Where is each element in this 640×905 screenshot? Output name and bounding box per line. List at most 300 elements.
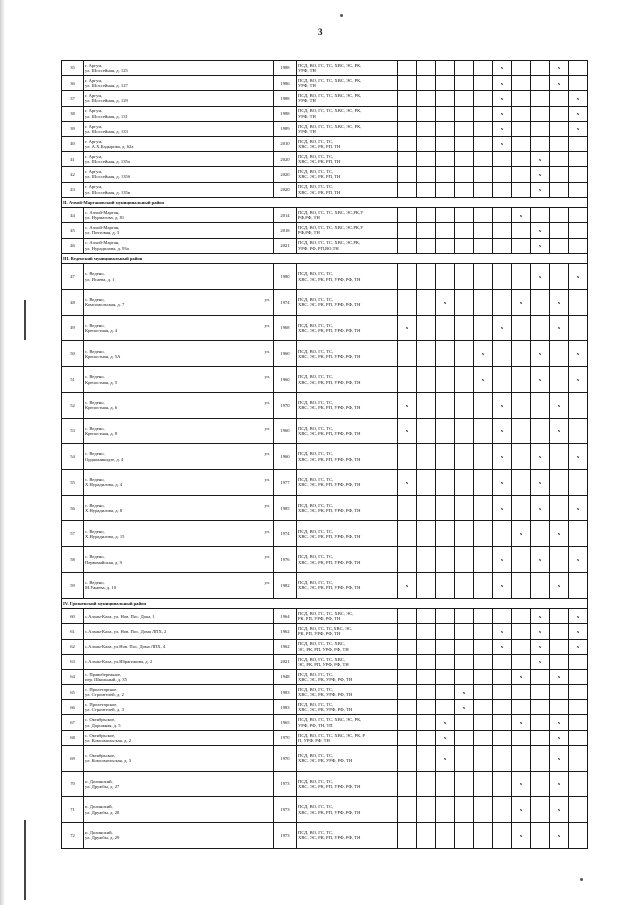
year-mark-cell — [436, 136, 455, 151]
works-list: ПСД, ВО, ГС, ТС, ХВС, ЭС, РК, РП, УРФ, РФ, ТН — [297, 572, 398, 598]
address-cell — [84, 315, 274, 341]
year-mark-cell — [398, 238, 417, 253]
table-row — [62, 392, 588, 418]
year-mark-cell — [455, 121, 474, 136]
year-mark-cell — [474, 547, 493, 573]
row-number: 54 — [62, 444, 84, 470]
year-mark-cell — [493, 669, 512, 684]
address-cell — [84, 418, 274, 444]
year-mark-cell: х — [455, 700, 474, 715]
year-built: 1985 — [274, 495, 297, 521]
address-cell — [84, 61, 274, 76]
year-built: 1980 — [274, 264, 297, 290]
year-mark-cell — [550, 547, 569, 573]
year-mark-cell — [398, 182, 417, 197]
year-mark-cell: х — [531, 238, 550, 253]
year-mark-cell — [398, 521, 417, 547]
year-mark-cell — [455, 61, 474, 76]
table-row — [62, 639, 588, 654]
year-mark-cell — [417, 418, 436, 444]
table-row — [62, 685, 588, 700]
year-mark-cell — [474, 61, 493, 76]
year-mark-cell — [398, 715, 417, 730]
year-mark-cell — [512, 745, 531, 771]
year-mark-cell — [436, 470, 455, 496]
year-mark-cell: х — [569, 547, 588, 573]
year-mark-cell — [569, 418, 588, 444]
year-mark-cell: х — [512, 669, 531, 684]
year-mark-cell — [398, 167, 417, 182]
year-mark-cell — [455, 106, 474, 121]
year-mark-cell — [436, 654, 455, 669]
year-mark-cell — [569, 290, 588, 316]
address-text: с.Алхан-Кала, ул. Нов. Пос. Дома ЛПХ, 2 — [85, 628, 167, 634]
year-mark-cell: х — [531, 341, 550, 367]
year-mark-cell — [417, 341, 436, 367]
year-mark-cell — [531, 797, 550, 823]
year-mark-cell: х — [531, 182, 550, 197]
year-mark-cell — [398, 797, 417, 823]
works-list: ПСД, ВО, ГС, ТС, ХВС, ЭС, РК, УРФ, ТН — [297, 76, 398, 91]
year-mark-cell: х — [550, 669, 569, 684]
table-row — [62, 797, 588, 823]
table-row — [62, 547, 588, 573]
year-mark-cell: х — [398, 418, 417, 444]
address-cell — [84, 290, 274, 316]
year-mark-cell: х — [493, 444, 512, 470]
address-text: г. Аргун, ул. Шоссейная, д. 135а — [85, 154, 130, 165]
year-built: 1960 — [274, 341, 297, 367]
year-mark-cell — [455, 208, 474, 223]
year-mark-cell — [455, 152, 474, 167]
works-list: ПСД, ВО, ГС, ТС, ХВС, ЭС, РК, РП, УРФ, РФ, ТН — [297, 547, 398, 573]
year-mark-cell — [569, 745, 588, 771]
year-mark-cell — [455, 822, 474, 848]
table-row — [62, 654, 588, 669]
year-mark-cell — [569, 572, 588, 598]
address-text: г. Аргун, ул. Шоссейная, д. 133 — [85, 123, 128, 134]
year-mark-cell — [436, 669, 455, 684]
address-cell — [84, 167, 274, 182]
address-cell — [84, 609, 274, 624]
year-mark-cell — [550, 495, 569, 521]
works-list: ПСД, ВО, ГС, ТС, ХВС, ЭС, РК, РП, УРФ, РФ, ТН — [297, 639, 398, 654]
year-mark-cell: х — [550, 76, 569, 91]
address-cell — [84, 669, 274, 684]
year-mark-cell — [417, 290, 436, 316]
street-abbrev: ул. — [264, 580, 270, 586]
row-number: 55 — [62, 470, 84, 496]
year-mark-cell — [455, 136, 474, 151]
works-list: ПСД, ВО, ГС, ТС, ХВС, ЭС, РК, УРФ, ТН — [297, 106, 398, 121]
year-mark-cell — [569, 771, 588, 797]
year-built: 2021 — [274, 238, 297, 253]
year-mark-cell — [569, 822, 588, 848]
year-mark-cell: х — [493, 547, 512, 573]
table-row — [62, 182, 588, 197]
year-built: 2018 — [274, 223, 297, 238]
street-abbrev: ул. — [264, 297, 270, 303]
year-mark-cell — [550, 367, 569, 393]
year-mark-cell: х — [550, 797, 569, 823]
table-row — [62, 167, 588, 182]
year-mark-cell — [512, 654, 531, 669]
year-mark-cell — [493, 521, 512, 547]
year-mark-cell — [417, 715, 436, 730]
row-number: 46 — [62, 238, 84, 253]
year-mark-cell — [417, 685, 436, 700]
street-abbrev: ул. — [264, 502, 270, 508]
address-cell — [84, 208, 274, 223]
works-list: ПСД, ВО, ГС, ТС, ХВС, ЭС,РК,У РФ,РФ, ТН — [297, 208, 398, 223]
table-row — [62, 341, 588, 367]
year-mark-cell — [455, 470, 474, 496]
year-mark-cell: х — [493, 624, 512, 639]
year-mark-cell — [436, 341, 455, 367]
year-mark-cell — [417, 547, 436, 573]
year-mark-cell — [436, 208, 455, 223]
works-list: ПСД, ВО, ГС, ТС, ХВС, ЭС, РК, УРФ, РФ, ТН — [297, 685, 398, 700]
row-number: 47 — [62, 264, 84, 290]
year-mark-cell: х — [550, 61, 569, 76]
year-mark-cell — [531, 685, 550, 700]
address-text: с. Ведено, Х.Нурадилова, д. 15 — [85, 528, 125, 539]
works-list: ПСД, ВО, ГС, ТС, ХВС, ЭС, РК, РП, УРФ, РФ, ТН — [297, 418, 398, 444]
year-built: 2020 — [274, 167, 297, 182]
year-mark-cell — [569, 136, 588, 151]
year-mark-cell — [436, 264, 455, 290]
table-row — [62, 367, 588, 393]
year-built: 1973 — [274, 797, 297, 823]
section-header-row — [62, 197, 588, 208]
works-list: ПСД, ВО, ГС, ТС, ХВС, ЭС, РК, РП, ТН — [297, 136, 398, 151]
works-list: ПСД, ВО, ГС, ТС, ХВС, ЭС, РК, УРФ, РФ, ТН, ТП — [297, 715, 398, 730]
year-mark-cell: х — [493, 91, 512, 106]
year-mark-cell — [455, 167, 474, 182]
row-number: 53 — [62, 418, 84, 444]
year-mark-cell — [436, 685, 455, 700]
street-abbrev: ул. — [264, 374, 270, 380]
year-mark-cell — [436, 223, 455, 238]
row-number: 49 — [62, 315, 84, 341]
year-mark-cell — [531, 771, 550, 797]
address-text: г. Аргун, ул. Шоссейная, д. 135б — [85, 169, 131, 180]
works-list: ПСД, ВО, ГС, ТС, ХВС, ЭС, РК, РП, УРФ, РФ, ТН — [297, 470, 398, 496]
year-mark-cell: х — [550, 730, 569, 745]
year-mark-cell — [474, 121, 493, 136]
address-cell — [84, 521, 274, 547]
address-cell — [84, 182, 274, 197]
year-mark-cell — [512, 609, 531, 624]
year-mark-cell — [474, 609, 493, 624]
year-mark-cell — [474, 392, 493, 418]
year-mark-cell — [569, 669, 588, 684]
year-mark-cell — [569, 392, 588, 418]
works-list: ПСД, ВО, ГС, ТС, ХВС, ЭС, РК, РП, УРФ, РФ, ТН — [297, 290, 398, 316]
year-built: 1977 — [274, 470, 297, 496]
year-mark-cell — [474, 495, 493, 521]
year-mark-cell — [512, 367, 531, 393]
year-mark-cell — [398, 624, 417, 639]
works-list: ПСД, ВО, ГС, ТС, ХВС, ЭС, РК, РП, УРФ, РФ, ТН — [297, 495, 398, 521]
year-mark-cell — [569, 654, 588, 669]
table-row — [62, 61, 588, 76]
year-built: 1974 — [274, 521, 297, 547]
address-text: п. Долинский, ул. Дружбы, д. 27 — [85, 778, 120, 789]
year-mark-cell — [417, 669, 436, 684]
year-mark-cell — [417, 822, 436, 848]
year-mark-cell — [474, 669, 493, 684]
year-mark-cell — [455, 341, 474, 367]
row-number: 40 — [62, 136, 84, 151]
year-mark-cell — [493, 715, 512, 730]
address-text: с.Алхан-Кала, ул.Ибрагимова, д. 2 — [85, 659, 153, 665]
year-mark-cell — [417, 61, 436, 76]
year-mark-cell — [436, 572, 455, 598]
row-number: 52 — [62, 392, 84, 418]
year-mark-cell: х — [493, 61, 512, 76]
year-mark-cell — [512, 700, 531, 715]
year-mark-cell — [512, 547, 531, 573]
year-mark-cell — [512, 639, 531, 654]
year-mark-cell — [417, 264, 436, 290]
address-cell — [84, 654, 274, 669]
address-cell — [84, 223, 274, 238]
address-cell — [84, 264, 274, 290]
year-mark-cell — [493, 609, 512, 624]
year-mark-cell — [398, 609, 417, 624]
year-mark-cell: х — [569, 264, 588, 290]
year-mark-cell — [550, 685, 569, 700]
year-built: 1973 — [274, 771, 297, 797]
scan-left-edge — [0, 0, 5, 905]
year-mark-cell — [436, 495, 455, 521]
works-list: ПСД, ВО, ГС, ТС, ХВС, ЭС, РК, РП, УРФ, РФ, ТН — [297, 797, 398, 823]
table-row — [62, 572, 588, 598]
year-mark-cell — [417, 654, 436, 669]
address-cell — [84, 91, 274, 106]
works-list: ПСД, ВО, ГС, ТС,ХВС, ЭС, РК, РП, УРФ, РФ, ТН — [297, 624, 398, 639]
address-text: с. Октябрьское, ул. Комсомольская, д. 2 — [85, 732, 131, 743]
address-text: г. Аргун, ул. Шоссейная, д. 129 — [85, 93, 128, 104]
year-mark-cell — [531, 106, 550, 121]
row-number: 66 — [62, 700, 84, 715]
year-mark-cell — [531, 822, 550, 848]
address-text: с. Октябрьское, ул. Комсомольская, д. 3 — [85, 752, 131, 764]
address-cell — [84, 730, 274, 745]
year-mark-cell — [417, 76, 436, 91]
year-built: 1970 — [274, 392, 297, 418]
address-text: с. Пролетарское, ул. Строителей, д. 3 — [85, 702, 124, 713]
year-mark-cell — [512, 495, 531, 521]
year-mark-cell — [512, 238, 531, 253]
year-mark-cell: х — [493, 315, 512, 341]
year-mark-cell: х — [569, 341, 588, 367]
row-number: 39 — [62, 121, 84, 136]
year-mark-cell: х — [493, 76, 512, 91]
year-mark-cell — [474, 470, 493, 496]
works-list: ПСД, ВО, ГС, ТС, ХВС, ЭС, РК, РП, ТН — [297, 152, 398, 167]
year-mark-cell — [417, 106, 436, 121]
year-mark-cell — [512, 392, 531, 418]
year-mark-cell — [455, 797, 474, 823]
year-mark-cell — [474, 797, 493, 823]
year-mark-cell — [455, 669, 474, 684]
year-mark-cell: х — [550, 521, 569, 547]
year-mark-cell: х — [531, 264, 550, 290]
works-list: ПСД, ВО, ГС, ТС, ХВС, ЭС, РК, Р П, УРФ, РФ, ТН — [297, 730, 398, 745]
year-mark-cell — [436, 121, 455, 136]
year-mark-cell — [455, 654, 474, 669]
year-mark-cell — [455, 290, 474, 316]
works-list: ПСД, ВО, ГС, ТС, ХВС, ЭС,РК, УРФ, РФ, РП,ВО,ТН — [297, 238, 398, 253]
year-mark-cell — [436, 367, 455, 393]
address-cell — [84, 121, 274, 136]
year-mark-cell — [531, 572, 550, 598]
year-mark-cell: х — [512, 771, 531, 797]
year-mark-cell — [417, 470, 436, 496]
year-mark-cell — [512, 315, 531, 341]
year-built: 2014 — [274, 208, 297, 223]
year-mark-cell — [550, 223, 569, 238]
year-mark-cell: х — [531, 444, 550, 470]
year-mark-cell — [512, 223, 531, 238]
year-mark-cell — [474, 208, 493, 223]
year-mark-cell: х — [569, 91, 588, 106]
works-list: ПСД, ВО, ГС, ТС, ХВС, ЭС, РК, РП, УРФ, РФ, ТН — [297, 392, 398, 418]
year-built: 1962 — [274, 624, 297, 639]
year-mark-cell: х — [550, 745, 569, 771]
year-mark-cell — [550, 152, 569, 167]
address-cell — [84, 700, 274, 715]
year-mark-cell — [512, 106, 531, 121]
year-mark-cell — [417, 167, 436, 182]
year-mark-cell — [474, 167, 493, 182]
works-list: ПСД, ВО, ГС, ТС, ХВС, ЭС, РК, РП, УРФ, РФ, ТН — [297, 654, 398, 669]
year-mark-cell: х — [398, 470, 417, 496]
year-mark-cell — [455, 264, 474, 290]
address-text: с. Ведено, Х.Нурадилова, д. 4 — [85, 477, 123, 488]
table-row — [62, 121, 588, 136]
year-built: 1965 — [274, 715, 297, 730]
works-list: ПСД, ВО, ГС, ТС, ХВС, ЭС, РК, РП, УРФ, РФ, ТН — [297, 367, 398, 393]
year-mark-cell — [398, 290, 417, 316]
year-mark-cell — [531, 290, 550, 316]
year-mark-cell — [417, 136, 436, 151]
address-cell — [84, 822, 274, 848]
row-number: 72 — [62, 822, 84, 848]
address-text: г. Аргун, ул. Шоссейная, д. 135в — [85, 184, 130, 195]
year-mark-cell — [455, 367, 474, 393]
year-mark-cell: х — [531, 639, 550, 654]
section-header-row — [62, 598, 588, 609]
row-number: 57 — [62, 521, 84, 547]
year-mark-cell — [398, 771, 417, 797]
year-mark-cell — [531, 315, 550, 341]
year-mark-cell — [493, 238, 512, 253]
year-mark-cell — [436, 392, 455, 418]
address-text: с. Ведено, Первомайская, д. 9 — [85, 554, 122, 565]
year-mark-cell — [436, 152, 455, 167]
year-mark-cell — [417, 639, 436, 654]
row-number: 68 — [62, 730, 84, 745]
works-list: ПСД, ВО, ГС, ТС, ХВС, ЭС, РК, УРФ, ТН — [297, 121, 398, 136]
row-number: 42 — [62, 167, 84, 182]
address-cell — [84, 76, 274, 91]
year-mark-cell — [455, 182, 474, 197]
year-mark-cell — [417, 797, 436, 823]
year-mark-cell — [550, 624, 569, 639]
year-mark-cell: х — [531, 547, 550, 573]
year-mark-cell — [569, 167, 588, 182]
scan-artifact — [24, 300, 26, 340]
year-mark-cell — [455, 572, 474, 598]
year-mark-cell — [474, 238, 493, 253]
year-mark-cell — [493, 341, 512, 367]
address-cell — [84, 797, 274, 823]
row-number: 69 — [62, 745, 84, 771]
year-mark-cell — [417, 367, 436, 393]
scan-dot — [340, 14, 343, 17]
row-number: 58 — [62, 547, 84, 573]
row-number: 56 — [62, 495, 84, 521]
year-mark-cell: х — [550, 572, 569, 598]
year-mark-cell — [474, 624, 493, 639]
year-mark-cell — [398, 685, 417, 700]
year-mark-cell: х — [531, 470, 550, 496]
year-built: 1989 — [274, 121, 297, 136]
year-mark-cell — [512, 470, 531, 496]
year-mark-cell: х — [569, 624, 588, 639]
row-number: 59 — [62, 572, 84, 598]
year-mark-cell — [398, 91, 417, 106]
year-mark-cell: х — [550, 290, 569, 316]
year-mark-cell — [550, 700, 569, 715]
year-mark-cell — [512, 152, 531, 167]
year-mark-cell — [512, 685, 531, 700]
year-mark-cell — [493, 822, 512, 848]
table-row — [62, 771, 588, 797]
year-mark-cell — [417, 392, 436, 418]
table-row — [62, 730, 588, 745]
row-number: 36 — [62, 76, 84, 91]
year-built: 1986 — [274, 76, 297, 91]
year-mark-cell — [398, 136, 417, 151]
year-mark-cell — [398, 341, 417, 367]
year-mark-cell — [550, 654, 569, 669]
year-mark-cell — [474, 822, 493, 848]
year-mark-cell — [455, 76, 474, 91]
year-mark-cell — [569, 700, 588, 715]
section-title: II. Ачхой-Мартановский муниципальный район — [62, 197, 588, 208]
row-number: 38 — [62, 106, 84, 121]
year-built: 1960 — [274, 418, 297, 444]
table-row — [62, 470, 588, 496]
year-mark-cell — [455, 392, 474, 418]
address-cell — [84, 495, 274, 521]
row-number: 35 — [62, 61, 84, 76]
year-mark-cell — [474, 444, 493, 470]
year-built: 1976 — [274, 547, 297, 573]
table-row — [62, 290, 588, 316]
address-text: с. Октябрьское, ул. Дорожная, д. 5 — [85, 717, 121, 728]
year-mark-cell: х — [493, 418, 512, 444]
year-mark-cell: х — [531, 152, 550, 167]
year-mark-cell — [531, 669, 550, 684]
year-mark-cell — [436, 182, 455, 197]
year-mark-cell — [531, 418, 550, 444]
year-mark-cell — [550, 91, 569, 106]
